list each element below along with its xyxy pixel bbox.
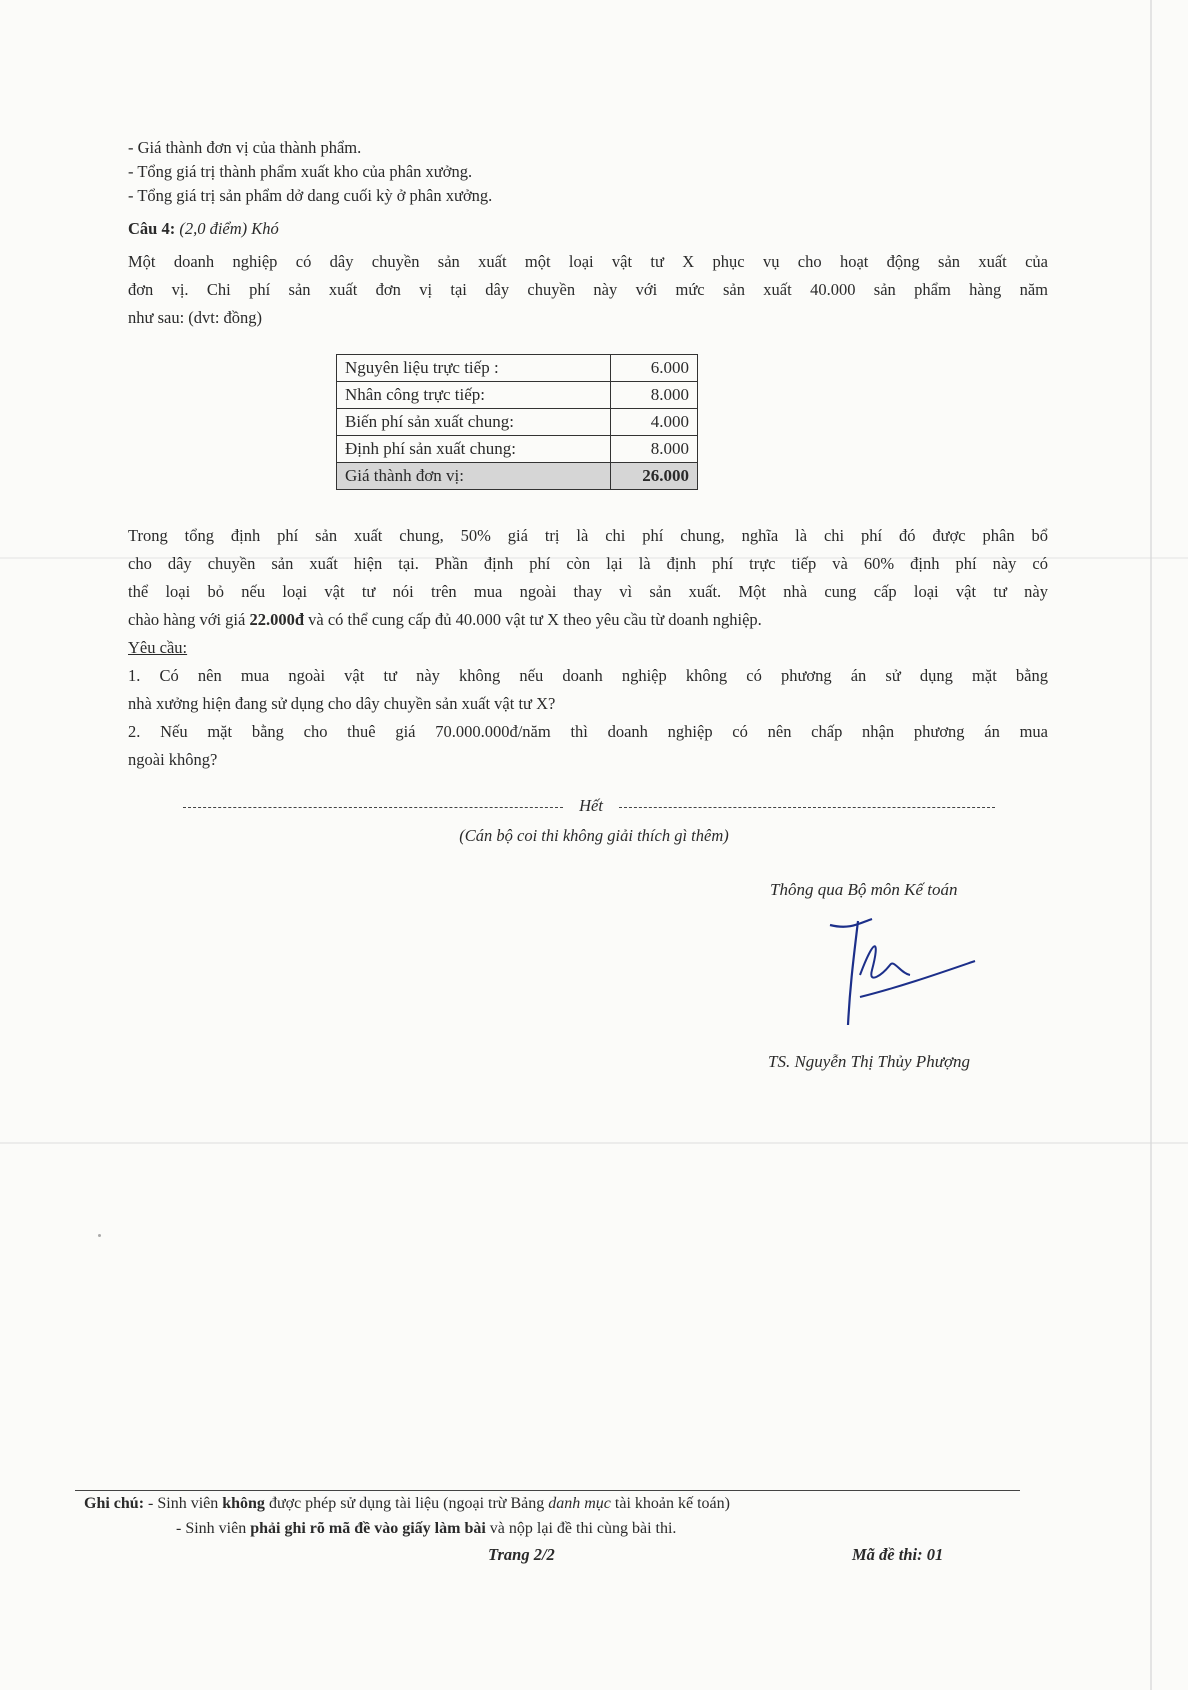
end-divider [183,796,995,820]
question-label: Câu 4: [128,219,176,238]
approval-title: Thông qua Bộ môn Kế toán [770,880,958,899]
dashed-rule [619,807,995,808]
requirement-title-line [128,634,1048,662]
offer-price: 22.000đ [249,610,305,629]
scan-streak [0,1142,1188,1144]
signature [820,915,980,1035]
footer-label: Ghi chú: [84,1495,145,1512]
body-line: cho dây chuyền sản xuất hiện tại. Phần định phí còn lại là định phí trực tiếp và 60% định phí này có [128,554,1048,573]
dashed-rule [183,807,563,808]
footer-note-2 [176,1520,676,1538]
cost-item: Biến phí sản xuất chung: [337,409,611,436]
intro-line: Một doanh nghiệp có dây chuyền sản xuất một loại vật tư X phục vụ cho hoạt động sản xuất của [128,252,1048,271]
scan-dot [98,1234,101,1237]
body-line: thể loại bỏ nếu loại vật tư nói trên mua ngoài thay vì sản xuất. Một nhà cung cấp loại vật tư này [128,582,1048,601]
footer-divider [75,1490,1020,1491]
page-number: Trang 2/2 [488,1545,555,1564]
end-word: Hết [579,796,603,815]
requirement-line: 2. Nếu mặt bằng cho thuê giá 70.000.000đ/năm thì doanh nghiệp có nên chấp nhận phương án mua [128,722,1048,741]
cost-item: Nguyên liệu trực tiếp : [337,355,611,382]
footer-text: tài khoản kế toán) [610,1495,730,1512]
proctor-note: (Cán bộ coi thi không giải thích gì thêm) [459,826,729,845]
table-row [337,409,698,436]
offer-prefix: chào hàng với giá [128,610,250,629]
footer-text: được phép sử dụng tài liệu (ngoại trừ Bảng [264,1495,549,1512]
cost-value: 6.000 [611,355,698,382]
offer-line [128,606,1048,634]
requirement-line: nhà xưởng hiện đang sử dụng cho dây chuyền sản xuất vật tư X? [128,694,556,713]
table-row [337,355,698,382]
footer-text-bold: không [222,1495,265,1512]
cost-item: Định phí sản xuất chung: [337,436,611,463]
intro-line: như sau: (dvt: đồng) [128,308,263,327]
signer-name: TS. Nguyễn Thị Thủy Phượng [768,1052,971,1071]
previous-question-bullets [128,136,492,208]
cost-value: 8.000 [611,382,698,409]
cost-item: Giá thành đơn vị: [337,463,611,490]
footer-text: - Sinh viên [176,1520,251,1537]
intro-line: đơn vị. Chi phí sản xuất đơn vị tại dây chuyền này với mức sản xuất 40.000 sản phẩm hàng năm [128,280,1048,299]
offer-suffix: và có thể cung cấp đủ 40.000 vật tư X theo yêu cầu từ doanh nghiệp. [304,610,762,629]
footer-text: và nộp lại đề thi cùng bài thi. [485,1520,677,1537]
cost-value: 8.000 [611,436,698,463]
footer-text-bold: phải ghi rõ mã đề vào giấy làm bài [250,1520,486,1537]
question-body [128,522,1048,774]
cost-value: 4.000 [611,409,698,436]
question-intro [128,248,1048,332]
footer-text: - Sinh viên [144,1495,223,1512]
body-line: Trong tổng định phí sản xuất chung, 50% giá trị là chi phí chung, nghĩa là chi phí đó được phân bổ [128,526,1048,545]
table-row [337,436,698,463]
requirement-line: 1. Có nên mua ngoài vật tư này không nếu doanh nghiệp không có phương án sử dụng mặt bằng [128,666,1048,685]
cost-value: 26.000 [611,463,698,490]
table-total-row [337,463,698,490]
bullet-item: - Giá thành đơn vị của thành phẩm. [128,138,362,157]
requirement-title: Yêu cầu: [128,638,188,657]
requirement-line: ngoài không? [128,750,218,769]
cost-item: Nhân công trực tiếp: [337,382,611,409]
footer-text-italic: danh mục [548,1495,611,1512]
footer-note-1 [84,1495,730,1513]
bullet-item: - Tổng giá trị sản phẩm dở dang cuối kỳ ở phân xưởng. [128,186,493,205]
question-heading [128,219,279,239]
cost-table [336,354,698,490]
bullet-item: - Tổng giá trị thành phẩm xuất kho của phân xưởng. [128,162,473,181]
question-meta: (2,0 điểm) Khó [179,219,279,238]
table-row [337,382,698,409]
exam-code: Mã đề thi: 01 [852,1545,944,1564]
